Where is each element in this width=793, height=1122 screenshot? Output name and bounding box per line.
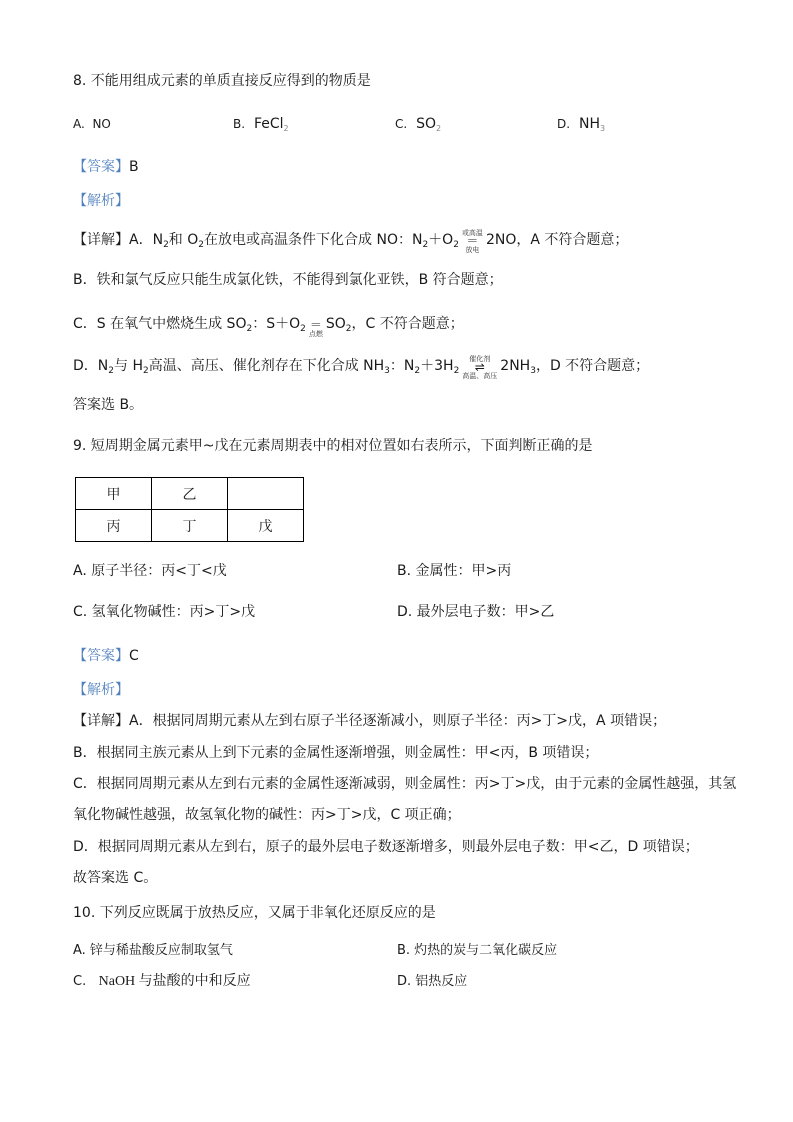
q10-option-a: A. 锌与稀盐酸反应制取氢气 xyxy=(73,943,233,958)
q9-detail-a: 【详解】A．根据同周期元素从左到右原子半径逐渐减小，则原子半径：丙>丁>戊，A 项错误； xyxy=(73,713,667,729)
q8-answer: 【答案】B xyxy=(73,159,139,175)
table-cell: 丁 xyxy=(152,510,228,542)
reaction-condition: 催化剂 ⇌ 高温、高压 xyxy=(462,355,498,380)
table-cell: 丙 xyxy=(76,510,152,542)
answer-tag: 【答案】 xyxy=(73,159,129,175)
table-cell: 乙 xyxy=(152,478,228,510)
q8-option-a: A. NO xyxy=(73,117,111,131)
q8-detail-a: 【详解】A．$N_2$和 $O_2$在放电或高温条件下化合成 NO：$N_2+O_2$ 或高温 ＝ 放电 2NO，A 不符合题意； xyxy=(73,229,629,254)
q10-option-d: D. 铝热反应 xyxy=(397,974,468,989)
q8-option-d: D. $NH_3$ xyxy=(557,116,606,133)
q9-option-b: B. 金属性：甲>丙 xyxy=(397,563,512,579)
table-row xyxy=(76,478,304,510)
q9-option-a: A. 原子半径：丙<丁<戊 xyxy=(73,563,227,579)
q9-answer: 【答案】C xyxy=(73,648,139,664)
q9-detail-b: B．根据同主族元素从上到下元素的金属性逐渐增强，则金属性：甲<丙，B 项错误； xyxy=(73,745,599,761)
table-cell: 戊 xyxy=(228,510,304,542)
q9-analysis-tag: 【解析】 xyxy=(73,682,129,698)
q8-conclusion: 答案选 B。 xyxy=(73,397,144,413)
q9-stem: 9. 短周期金属元素甲~戊在元素周期表中的相对位置如右表所示，下面判断正确的是 xyxy=(73,438,593,454)
q9-option-d: D. 最外层电子数：甲>乙 xyxy=(397,604,555,620)
q9-detail-d: D．根据同周期元素从左到右，原子的最外层电子数逐渐增多，则最外层电子数：甲<乙，D 项错误； xyxy=(73,839,699,855)
table-row xyxy=(76,510,304,542)
q8-detail-c: C．S 在氧气中燃烧生成 $SO_2$：$S+O_2$ ＝ 点燃 $SO_2$，C 不符合题意； xyxy=(73,313,464,338)
q9-conclusion: 故答案选 C。 xyxy=(73,870,158,886)
q8-detail-d: D．$N_2$与 $H_2$高温、高压、催化剂存在下化合成 $NH_3$：$N_2+3H_2$ 催化剂 ⇌ 高温、高压 $2NH_3$，D 不符合题意； xyxy=(73,355,650,380)
q8-option-c: C. $SO_2$ xyxy=(395,116,442,133)
q9-detail-c1: C．根据同周期元素从左到右元素的金属性逐渐减弱，则金属性：丙>丁>戊，由于元素的金属性越强，其氢 xyxy=(73,776,737,792)
q10-stem: 10. 下列反应既属于放热反应，又属于非氧化还原反应的是 xyxy=(73,905,436,921)
reaction-condition: ＝ 点燃 xyxy=(308,318,323,338)
q10-option-b: B. 灼热的炭与二氧化碳反应 xyxy=(397,943,558,958)
q8-analysis-tag: 【解析】 xyxy=(73,193,129,209)
q10-option-c: C. NaOH 与盐酸的中和反应 xyxy=(73,974,251,989)
table-cell: 甲 xyxy=(76,478,152,510)
table-cell xyxy=(228,478,304,510)
answer-tag: 【答案】 xyxy=(73,648,129,664)
q9-detail-c2: 氧化物碱性越强，故氢氧化物的碱性：丙>丁>戊，C 项正确； xyxy=(73,807,461,823)
q8-detail-b: B．铁和氯气反应只能生成氯化铁，不能得到氯化亚铁，B 符合题意； xyxy=(73,272,503,288)
q8-stem: 8. 不能用组成元素的单质直接反应得到的物质是 xyxy=(73,73,371,89)
reaction-condition: 或高温 ＝ 放电 xyxy=(461,229,483,254)
q9-option-c: C. 氢氧化物碱性：丙>丁>戊 xyxy=(73,604,256,620)
periodic-table-fragment xyxy=(75,477,304,542)
q8-option-b: B. FeCl$_2$ xyxy=(233,116,289,133)
